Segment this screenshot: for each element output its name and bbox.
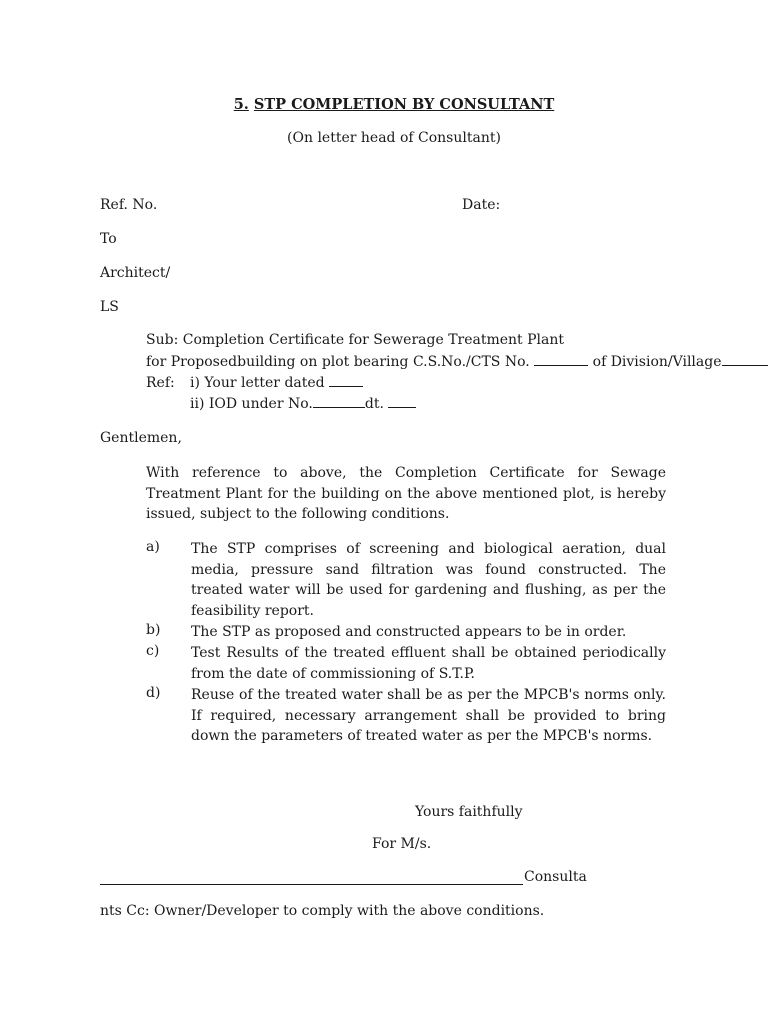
iod-number-blank <box>313 406 365 408</box>
condition-label-a: a) <box>146 539 160 555</box>
subject-plot-line <box>146 354 768 370</box>
ref-iod-text: ii) IOD under No. <box>190 396 313 412</box>
village-blank <box>722 364 768 366</box>
closing: Yours faithfully <box>415 804 523 820</box>
title-text: STP COMPLETION BY CONSULTANT <box>253 96 555 113</box>
cc-line: nts Cc: Owner/Developer to comply with the above conditions. <box>100 903 545 919</box>
for-ms: For M/s. <box>372 836 432 852</box>
iod-date-blank <box>388 406 416 408</box>
date-label: Date: <box>462 197 501 213</box>
ref-iod-date-text: dt. <box>364 396 389 412</box>
salutation: Gentlemen, <box>100 430 182 446</box>
ref-iod-line <box>190 396 416 412</box>
addressee-architect: Architect/ <box>100 265 171 281</box>
letterhead-note: (On letter head of Consultant) <box>287 130 501 146</box>
ref-label: Ref: <box>146 375 175 391</box>
addressee-ls: LS <box>100 299 119 315</box>
subject-division-text: of Division/Village <box>588 354 722 370</box>
condition-text-d: Reuse of the treated water shall be as per the MPCB's norms only. If required, necessary arrangement shall be provided to bring down the parameters of treated water as per the MPCB's norms. <box>191 687 666 745</box>
document-title <box>0 96 768 113</box>
condition-text-c: Test Results of the treated effluent shall be obtained periodically from the date of commissioning of S.T.P. <box>191 645 666 682</box>
ref-letter-line <box>190 375 363 391</box>
subject-line: Sub: Completion Certificate for Sewerage Treatment Plant <box>146 332 565 348</box>
title-number: 5. <box>233 96 249 113</box>
ref-no-label: Ref. No. <box>100 197 158 213</box>
condition-label-d: d) <box>146 685 161 701</box>
condition-text-a: The STP comprises of screening and biological aeration, dual media, pressure sand filtration was found constructed. The treated water will be used for gardening and flushing, as per the feasibility report. <box>191 541 666 620</box>
to-label: To <box>100 231 117 247</box>
subject-plot-text: for Proposedbuilding on plot bearing C.S.No./CTS No. <box>146 354 535 370</box>
letter-date-blank <box>329 385 363 387</box>
cts-number-blank <box>534 364 588 366</box>
condition-label-b: b) <box>146 622 161 638</box>
condition-label-c: c) <box>146 643 160 659</box>
ref-letter-text: i) Your letter dated <box>190 375 330 391</box>
signature-line <box>100 884 523 885</box>
consultant-label: Consulta <box>524 869 587 885</box>
intro-paragraph: With reference to above, the Completion Certificate for Sewage Treatment Plant for the building on the above mentioned plot, is hereby issued, subject to the following conditions. <box>146 465 666 523</box>
condition-text-b: The STP as proposed and constructed appears to be in order. <box>191 624 627 640</box>
